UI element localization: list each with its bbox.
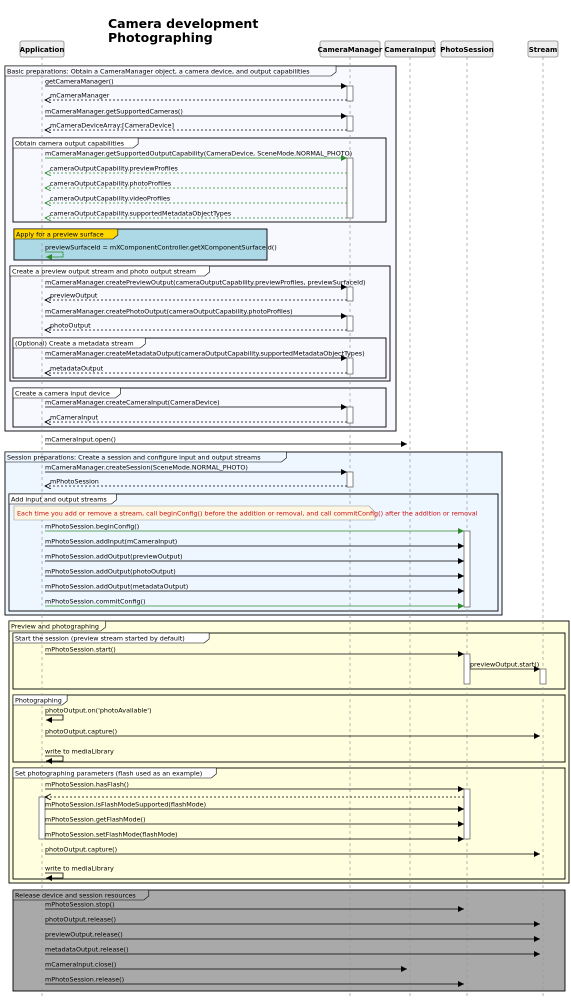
activation-cm — [347, 472, 353, 487]
activation-ps — [464, 531, 470, 607]
message-label: photoOutput — [50, 321, 91, 330]
message-label: cameraOutputCapability.supportedMetadataObjectTypes — [50, 209, 232, 218]
frame-session — [5, 452, 502, 615]
message-label: write to mediaLibrary — [45, 864, 114, 873]
message-label: mCameraInput.open() — [45, 435, 116, 444]
message — [45, 350, 365, 359]
frame-label: Set photographing parameters (flash used as an example) — [15, 769, 203, 778]
message-label: mCameraManager.createPhotoOutput(cameraOutputCapability.photoProfiles) — [45, 307, 293, 316]
message-label: cameraOutputCapability.videoProfiles — [50, 194, 171, 203]
frame-label: Start the session (preview stream started by default) — [15, 634, 185, 643]
message — [45, 279, 366, 288]
participant-ci — [384, 41, 436, 57]
message — [45, 150, 352, 159]
message-label: mPhotoSession.commitConfig() — [45, 597, 146, 606]
message-label: mCameraDeviceArray:[CameraDevice] — [50, 121, 174, 130]
message-label: mPhotoSession.isFlashModeSupported(flashMode) — [45, 800, 207, 809]
message-label: mPhotoSession.addOutput(metadataOutput) — [45, 582, 189, 591]
message-label: previewOutput.start() — [470, 660, 540, 669]
frame-label: Obtain camera output capabilities — [15, 139, 124, 148]
frame-label: Create a camera input device — [15, 389, 110, 398]
message-label: mCameraManager.createPreviewOutput(cameraOutputCapability.previewProfiles, previewSurfaceId) — [45, 278, 366, 287]
message-label: mPhotoSession.beginConfig() — [45, 522, 140, 531]
activation-cm — [347, 287, 353, 301]
frame-label: Photographing — [15, 696, 62, 705]
message-label: cameraOutputCapability.previewProfiles — [50, 164, 178, 173]
message-label: mPhotoSession.stop() — [45, 900, 115, 909]
message-label: photoOutput.capture() — [45, 727, 118, 736]
message-label: mCameraInput — [50, 413, 98, 422]
message-label: mPhotoSession — [50, 477, 99, 486]
message-label: mPhotoSession.start() — [45, 645, 116, 654]
participant-label: CameraInput — [384, 46, 436, 54]
participant-label: Application — [19, 46, 65, 54]
message-label: metadataOutput — [50, 364, 104, 373]
participant-label: Stream — [528, 46, 558, 54]
activation-cm — [347, 116, 353, 131]
activation-cm — [347, 407, 353, 423]
message-label: getCameraManager() — [45, 77, 114, 86]
activation-st — [540, 669, 546, 684]
activation-cm — [347, 358, 353, 374]
message-label: write to mediaLibrary — [45, 747, 114, 756]
message-label: mPhotoSession.getFlashMode() — [45, 815, 146, 824]
diagram-title-line1: Camera development — [108, 16, 259, 31]
message-label: mCameraInput.close() — [45, 960, 117, 969]
message-label: metadataOutput.release() — [45, 945, 129, 954]
message-label: mCameraManager.getSupportedOutputCapability(CameraDevice, SceneMode.NORMAL_PHOTO) — [45, 149, 353, 158]
message — [470, 661, 540, 670]
message-label: mPhotoSession.addInput(mCameraInput) — [45, 537, 178, 546]
frame-label: (Optional) Create a metadata stream — [15, 339, 134, 348]
participants-layer — [20, 41, 558, 57]
message — [45, 436, 407, 445]
activation-ps — [464, 654, 470, 684]
message-label: previewOutput — [50, 291, 98, 300]
participant-cm — [318, 41, 383, 57]
frame-label: Apply for a preview surface — [16, 230, 104, 239]
message-label: mCameraManager — [50, 91, 110, 100]
message-label: mCameraManager.createCameraInput(CameraDevice) — [45, 398, 220, 407]
frame-border — [5, 452, 502, 615]
message-label: photoOutput.release() — [45, 915, 116, 924]
activation-cm — [347, 158, 353, 218]
participant-label: PhotoSession — [440, 46, 494, 54]
activation-cm — [347, 316, 353, 331]
frame-label: Create a preview output stream and photo output stream — [12, 267, 196, 276]
frame-label: Preview and photographing — [11, 622, 99, 631]
message-label: previewOutput.release() — [45, 930, 123, 939]
participant-ps — [440, 41, 493, 57]
participant-st — [528, 41, 558, 57]
participant-app — [20, 41, 65, 57]
message-label: mCameraManager.createSession(SceneMode.NORMAL_PHOTO) — [45, 463, 248, 472]
frame-label: Session preparations: Create a session and configure input and output streams — [7, 453, 261, 462]
note-text: Each time you add or remove a stream, call beginConfig() before the addition or removal, and call commitConfig() after the addition or removal — [17, 509, 478, 518]
activation-cm — [347, 86, 353, 101]
diagram-title-line2: Photographing — [108, 30, 213, 45]
message-label: photoOutput.capture() — [45, 845, 118, 854]
message-label: mCameraManager.getSupportedCameras() — [45, 107, 183, 116]
message-label: mPhotoSession.release() — [45, 975, 125, 984]
frame-label: Release device and session resources — [15, 891, 136, 900]
activation-ps — [464, 789, 470, 839]
frame-label: Basic preparations: Obtain a CameraManager object, a camera device, and output capabilities — [7, 67, 310, 76]
message-label: mCameraManager.createMetadataOutput(cameraOutputCapability.supportedMetadataObjectTypes) — [45, 349, 365, 358]
message-label: mPhotoSession.addOutput(photoOutput) — [45, 567, 176, 576]
message-label: previewSurfaceId = mXComponentController.getXComponentSurfaceId() — [45, 243, 277, 252]
participant-label: CameraManager — [317, 46, 383, 54]
message-label: mPhotoSession.addOutput(previewOutput) — [45, 552, 183, 561]
message-label: mPhotoSession.hasFlash() — [45, 780, 129, 789]
frame-label: Add input and output streams — [11, 495, 107, 504]
message-label: cameraOutputCapability.photoProfiles — [50, 179, 172, 188]
message-label: mPhotoSession.setFlashMode(flashMode) — [45, 830, 178, 839]
message-label: photoOutput.on('photoAvailable') — [45, 706, 152, 715]
